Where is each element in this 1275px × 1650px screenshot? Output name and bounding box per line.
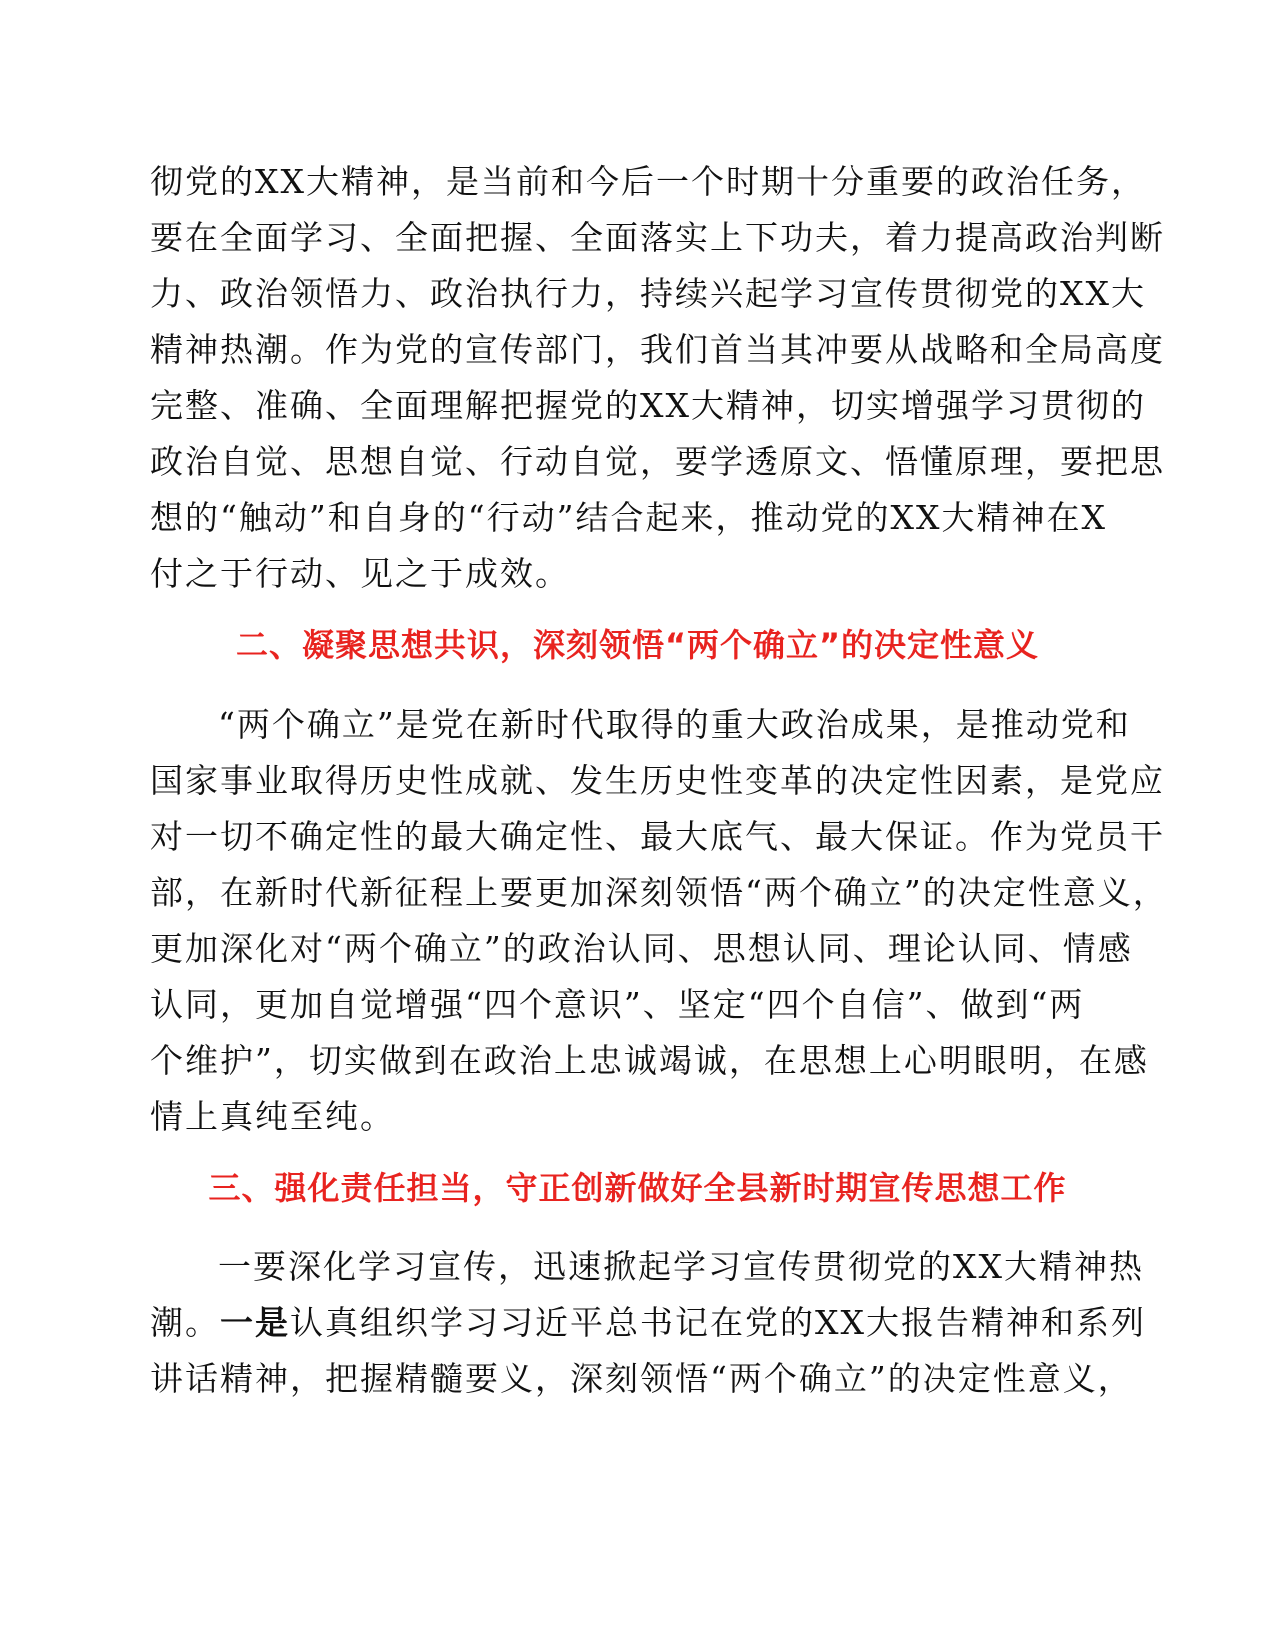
body-text-line: 政治自觉、思想自觉、行动自觉，要学透原文、悟懂原理，要把思 bbox=[150, 442, 1165, 481]
section-heading-3: 三、强化责任担当，守正创新做好全县新时期宣传思想工作 bbox=[208, 1169, 1067, 1207]
emphasis-text: 一是 bbox=[220, 1303, 290, 1342]
body-text-line: 情上真纯至纯。 bbox=[150, 1097, 395, 1136]
body-text-line: “两个确立”是党在新时代取得的重大政治成果，是推动党和 bbox=[218, 705, 1131, 744]
body-text-line: 付之于行动、见之于成效。 bbox=[150, 554, 570, 593]
body-text-line: 国家事业取得历史性成就、发生历史性变革的决定性因素，是党应 bbox=[150, 761, 1165, 800]
body-text-line: 讲话精神，把握精髓要义，深刻领悟“两个确立”的决定性意义， bbox=[150, 1359, 1133, 1398]
body-text-segment: 潮。 bbox=[150, 1303, 220, 1342]
body-text-line: 要在全面学习、全面把握、全面落实上下功夫，着力提高政治判断 bbox=[150, 218, 1165, 257]
body-text-line: 部，在新时代新征程上要更加深刻领悟“两个确立”的决定性意义， bbox=[150, 873, 1168, 912]
body-text-line: 力、政治领悟力、政治执行力，持续兴起学习宣传贯彻党的XX大 bbox=[150, 274, 1146, 313]
body-text-line-mixed bbox=[150, 1303, 1146, 1343]
body-text-line: 彻党的XX大精神，是当前和今后一个时期十分重要的政治任务， bbox=[150, 162, 1146, 201]
section-heading-2: 二、凝聚思想共识，深刻领悟“两个确立”的决定性意义 bbox=[235, 626, 1040, 664]
body-text-line: 想的“触动”和自身的“行动”结合起来，推动党的XX大精神在X bbox=[150, 498, 1107, 537]
body-text-line: 完整、准确、全面理解把握党的XX大精神，切实增强学习贯彻的 bbox=[150, 386, 1146, 425]
body-text-line: 个维护”，切实做到在政治上忠诚竭诚，在思想上心明眼明，在感 bbox=[150, 1041, 1149, 1080]
body-text-line: 认同，更加自觉增强“四个意识”、坚定“四个自信”、做到“两 bbox=[150, 985, 1085, 1024]
body-text-segment: 认真组织学习习近平总书记在党的XX大报告精神和系列 bbox=[290, 1303, 1146, 1342]
body-text-line: 一要深化学习宣传，迅速掀起学习宣传贯彻党的XX大精神热 bbox=[218, 1247, 1144, 1286]
body-text-line: 精神热潮。作为党的宣传部门，我们首当其冲要从战略和全局高度 bbox=[150, 330, 1165, 369]
body-text-line: 更加深化对“两个确立”的政治认同、思想认同、理论认同、情感 bbox=[150, 929, 1133, 968]
body-text-line: 对一切不确定性的最大确定性、最大底气、最大保证。作为党员干 bbox=[150, 817, 1165, 856]
